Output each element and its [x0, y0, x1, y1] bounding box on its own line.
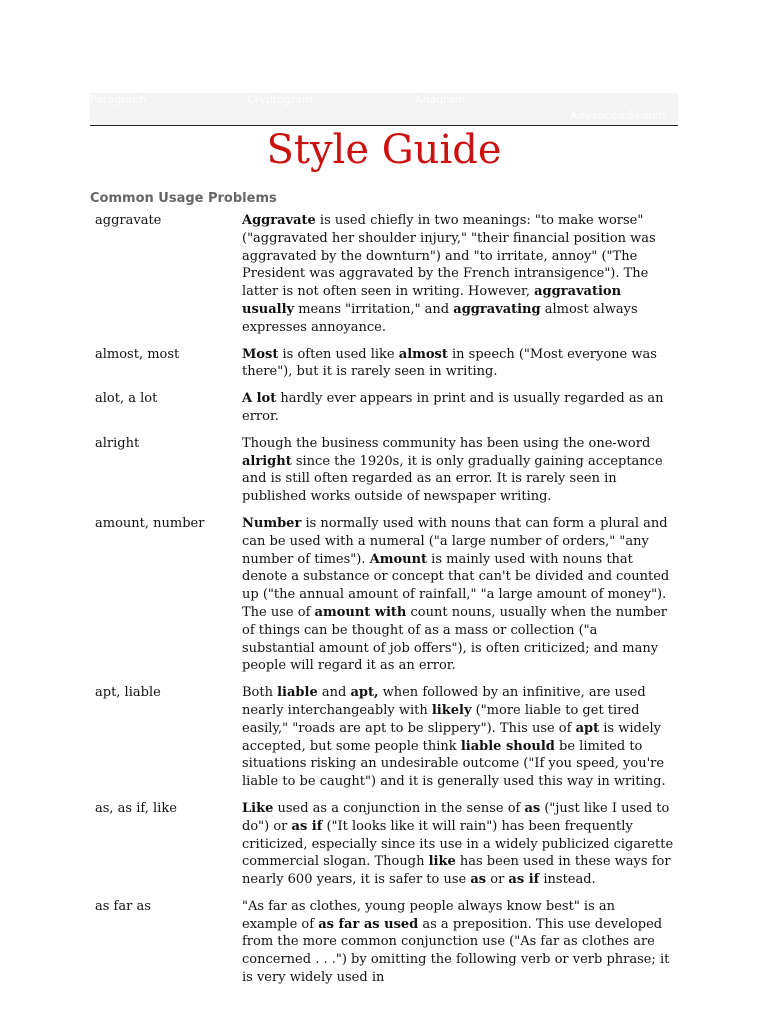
definition-text: used as a conjunction in the sense of	[273, 800, 525, 816]
usage-definition	[242, 800, 674, 889]
emphasized-word: amount with	[314, 604, 407, 620]
definition-text: instead.	[539, 872, 596, 888]
emphasized-word: liable	[277, 685, 318, 701]
definition-text: is often used like	[278, 346, 399, 362]
emphasized-word: alright	[242, 453, 292, 469]
definition-text: when followed by an infinitive, are used nearly interchangeably with	[242, 685, 646, 718]
definition-text: in speech ("Most everyone was there"), but it is rarely seen in writing.	[242, 346, 657, 380]
emphasized-word: like	[428, 854, 456, 870]
usage-entries-list	[95, 212, 675, 996]
usage-term: almost, most	[95, 346, 180, 362]
nav-link-anagram[interactable]: Anagram	[415, 93, 466, 106]
definition-text: or	[486, 872, 509, 888]
emphasized-word: Aggravate	[242, 213, 316, 228]
definition-text: ("just like I used to do") or	[242, 800, 670, 834]
emphasized-word: as far as used	[318, 916, 419, 932]
nav-link-cryptogram[interactable]: Cryptogram	[247, 93, 313, 106]
usage-definition	[242, 390, 674, 426]
definition-text: "As far as clothes, young people always know best" is an example of	[242, 898, 616, 932]
page-title: Style Guide	[266, 127, 502, 173]
emphasized-word: as	[524, 800, 541, 816]
emphasized-word: aggravation usually	[242, 284, 622, 317]
usage-entry	[95, 898, 675, 987]
usage-definition	[242, 346, 674, 382]
usage-definition	[242, 435, 674, 506]
top-navigation	[90, 93, 678, 126]
emphasized-word: Most	[242, 346, 279, 362]
emphasized-word: apt,	[350, 685, 379, 701]
usage-entry	[95, 800, 675, 889]
definition-text: is widely accepted, but some people think	[242, 720, 662, 754]
definition-text: is used chiefly in two meanings: "to make worse" ("aggravated her shoulder injury," "their financial position was aggravated by the downturn") and "to irritate, annoy" ("The President was aggravated by the French intransigence"). The latter is not often seen in writing. However,	[242, 213, 656, 300]
definition-text: hardly ever appears in print and is usually regarded as an error.	[242, 391, 664, 424]
usage-term: alot, a lot	[95, 391, 158, 407]
emphasized-word: A lot	[242, 391, 277, 407]
definition-text: as a preposition. This use developed from the more common conjunction use ("As far as clothes are concerned . . .") by omitting the following verb or verb phrase; it is very widely used in	[242, 916, 670, 986]
section-heading: Common Usage Problems	[90, 191, 277, 206]
emphasized-word: apt	[575, 720, 600, 736]
usage-entry	[95, 515, 675, 675]
usage-term: as, as if, like	[95, 800, 177, 816]
usage-term: alright	[95, 435, 140, 451]
emphasized-word: as if	[291, 818, 323, 834]
usage-entry	[95, 435, 675, 506]
usage-entry	[95, 390, 675, 426]
definition-text: almost always expresses annoyance.	[242, 301, 638, 335]
emphasized-word: Number	[242, 515, 302, 531]
usage-term: amount, number	[95, 515, 205, 531]
definition-text: count nouns, usually when the number of things can be thought of as a mass or collection ("a substantial amount of job offers"), is often criticized; and many people will regard it as an error.	[242, 604, 667, 674]
emphasized-word: Like	[242, 800, 274, 816]
usage-entry	[95, 212, 675, 337]
emphasized-word: aggravating	[453, 301, 541, 317]
definition-text: Both	[242, 685, 278, 701]
emphasized-word: as if	[508, 872, 540, 888]
usage-definition	[242, 515, 674, 675]
definition-text: is normally used with nouns that can form a plural and can be used with a numeral ("a large number of orders," "any number of times").	[242, 515, 668, 567]
definition-text: means "irritation," and	[294, 301, 454, 317]
emphasized-word: as	[470, 872, 487, 888]
usage-definition	[242, 684, 674, 791]
usage-entry	[95, 346, 675, 382]
definition-text: is mainly used with nouns that denote a substance or concept that can't be divided and counted up ("the annual amount of rainfall," "a large amount of money"). The use of	[242, 551, 670, 620]
definition-text: be limited to situations risking an undesirable outcome ("If you speed, you're liable to be caught") and it is generally used this way in writing.	[242, 738, 666, 790]
definition-text: Though the business community has been using the one-word	[242, 435, 651, 451]
usage-term: as far as	[95, 898, 151, 914]
usage-term: aggravate	[95, 213, 162, 228]
usage-entry	[95, 684, 675, 791]
definition-text: ("It looks like it will rain") has been frequently criticized, especially since its use in a widely publicized cigarette commercial slogan. Though	[242, 818, 674, 870]
emphasized-word: almost	[398, 346, 448, 362]
nav-link-advanced-search[interactable]: Advanced Search	[570, 109, 666, 122]
definition-text: and	[317, 685, 351, 701]
emphasized-word: likely	[431, 702, 472, 718]
definition-text: has been used in these ways for nearly 600 years, it is safer to use	[242, 854, 671, 888]
usage-definition	[242, 898, 674, 987]
emphasized-word: Amount	[369, 551, 428, 567]
definition-text: ("more liable to get tired easily," "roads are apt to be slippery"). This use of	[242, 702, 640, 736]
usage-term: apt, liable	[95, 685, 161, 701]
emphasized-word: liable should	[460, 738, 555, 754]
usage-definition	[242, 212, 674, 337]
definition-text: since the 1920s, it is only gradually gaining acceptance and is still often regarded as an error. It is rarely seen in published works outside of newspaper writing.	[242, 453, 663, 505]
nav-link-paragraph[interactable]: Paragraph	[90, 93, 147, 106]
